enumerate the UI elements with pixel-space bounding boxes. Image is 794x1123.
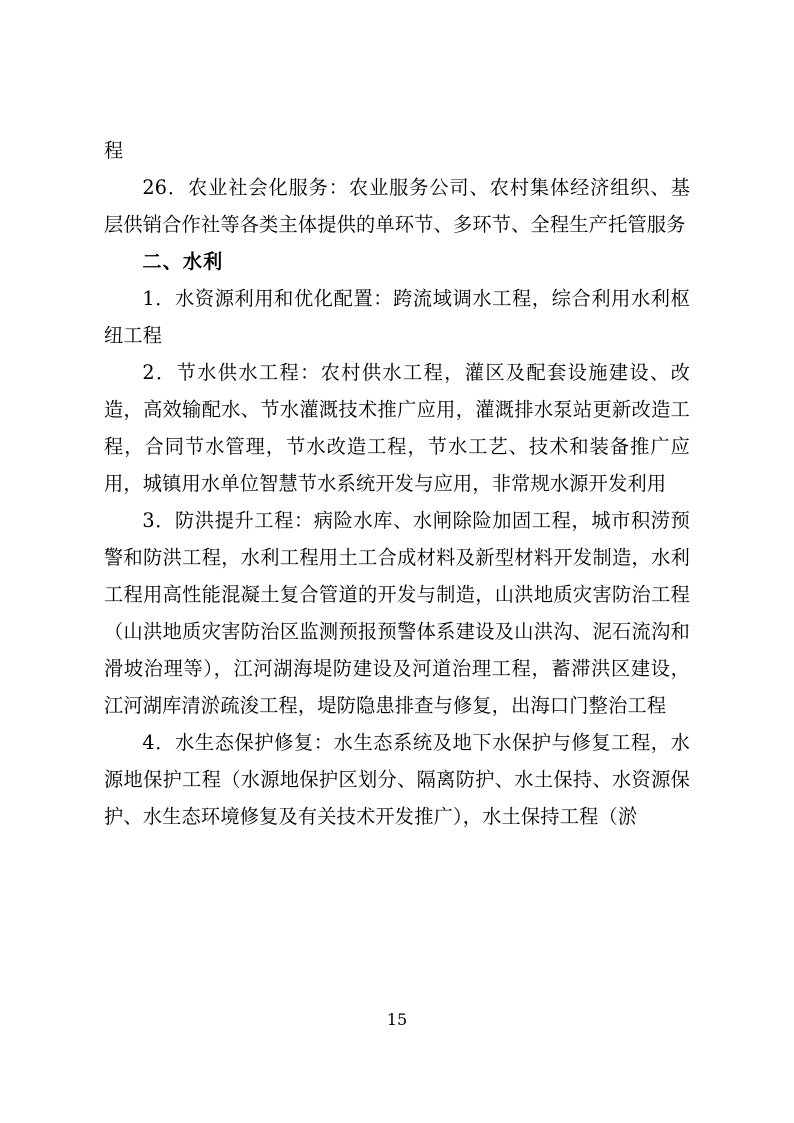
document-body xyxy=(104,132,690,835)
paragraph-item-1: 1．水资源利用和优化配置：跨流域调水工程，综合利用水利枢纽工程 xyxy=(104,287,690,347)
paragraph-item-3: 3．防洪提升工程：病险水库、水闸除险加固工程，城市积涝预警和防洪工程，水利工程用土工合成材料及新型材料开发制造，水利工程用高性能混凝土复合管道的开发与制造，山洪地质灾害防治工程（山洪地质灾害防治区监测预报预警体系建设及山洪沟、泥石流沟和滑坡治理等），江河湖海堤防建设及河道治理工程，蓄滞洪区建设，江河湖库清淤疏浚工程，堤防隐患排查与修复，出海口门整治工程 xyxy=(104,509,690,717)
page-number: 15 xyxy=(386,1010,408,1029)
paragraph-item-4: 4．水生态保护修复：水生态系统及地下水保护与修复工程，水源地保护工程（水源地保护区划分、隔离防护、水土保持、水资源保护、水生态环境修复及有关技术开发推广），水土保持工程（淤 xyxy=(104,731,690,828)
paragraph-continuation: 程 xyxy=(104,139,124,162)
paragraph-item-2: 2．节水供水工程：农村供水工程，灌区及配套设施建设、改造，高效输配水、节水灌溉技术推广应用，灌溉排水泵站更新改造工程，合同节水管理，节水改造工程，节水工艺、技术和装备推广应用，城镇用水单位智慧节水系统开发与应用，非常规水源开发利用 xyxy=(104,361,690,495)
section-heading-water-conservancy: 二、水利 xyxy=(142,250,224,273)
paragraph-item-26: 26．农业社会化服务：农业服务公司、农村集体经济组织、基层供销合作社等各类主体提供的单环节、多环节、全程生产托管服务 xyxy=(104,176,690,236)
